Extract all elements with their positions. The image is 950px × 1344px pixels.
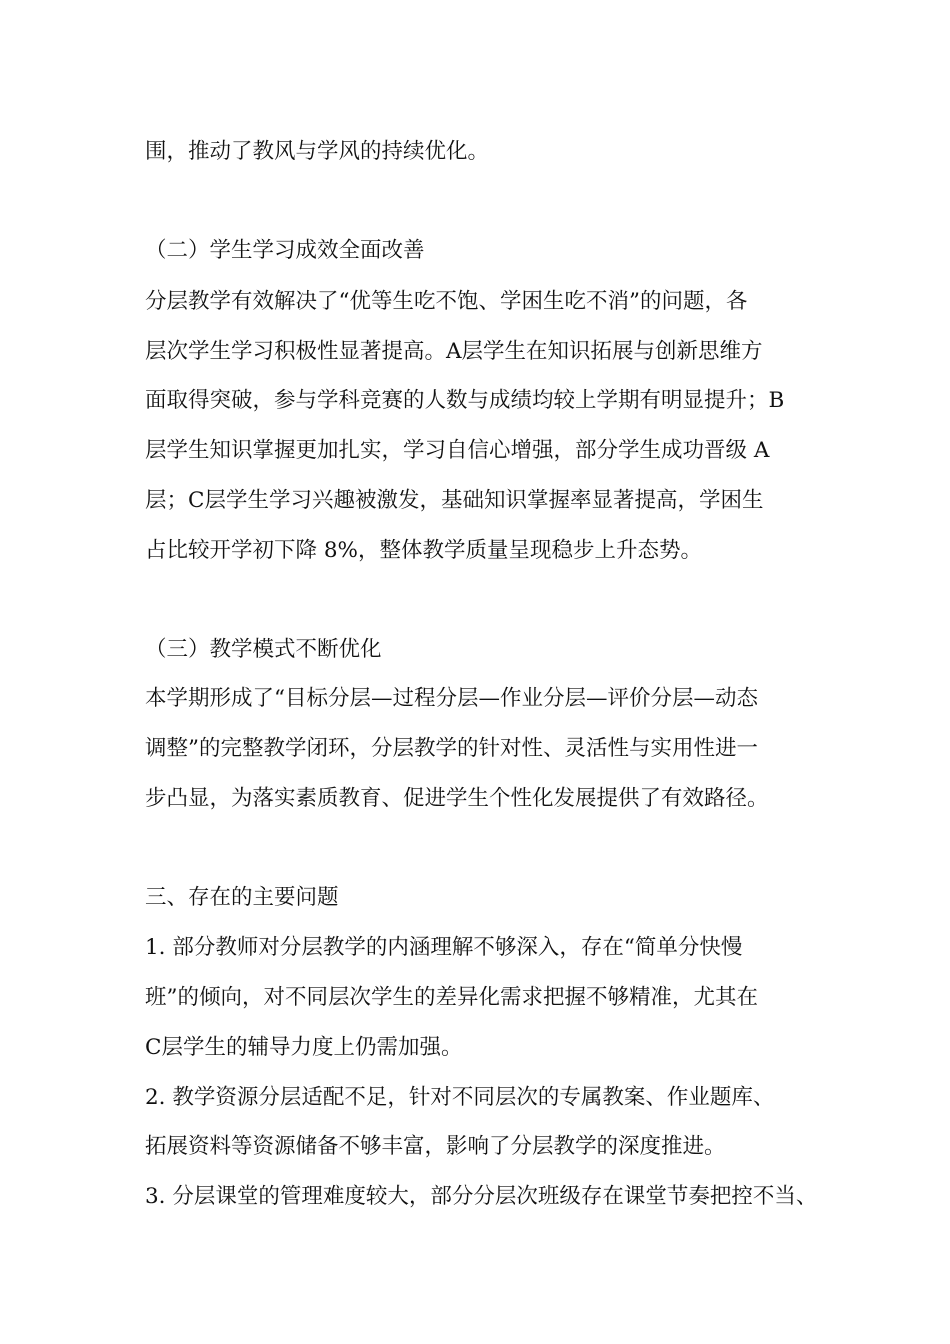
list-item-line: 1. 部分教师对分层教学的内涵理解不够深入，存在“简单分快慢 — [145, 935, 743, 960]
paragraph-line: 步凸显，为落实素质教育、促进学生个性化发展提供了有效路径。 — [145, 786, 769, 811]
list-item-line: 2. 教学资源分层适配不足，针对不同层次的专属教案、作业题库、 — [145, 1085, 775, 1110]
paragraph-line: 层；C层学生学习兴趣被激发，基础知识掌握率显著提高，学困生 — [145, 488, 764, 513]
paragraph-line: 占比较开学初下降 8%，整体教学质量呈现稳步上升态势。 — [145, 538, 702, 563]
paragraph-line: 调整”的完整教学闭环，分层教学的针对性、灵活性与实用性进一 — [145, 736, 758, 761]
list-item-line: 拓展资料等资源储备不够丰富，影响了分层教学的深度推进。 — [145, 1134, 726, 1159]
section-heading: （三）教学模式不断优化 — [145, 637, 382, 662]
paragraph-line: 分层教学有效解决了“优等生吃不饱、学困生吃不消”的问题，各 — [145, 289, 748, 314]
paragraph-line: 层学生知识掌握更加扎实，学习自信心增强，部分学生成功晋级 A — [145, 438, 770, 463]
section-heading: 三、存在的主要问题 — [145, 885, 339, 910]
paragraph-line: 面取得突破，参与学科竞赛的人数与成绩均较上学期有明显提升；B — [145, 388, 785, 413]
continuation-line: 围，推动了教风与学风的持续优化。 — [145, 139, 490, 164]
list-item-line: 班”的倾向，对不同层次学生的差异化需求把握不够精准，尤其在 — [145, 985, 758, 1010]
paragraph-line: 本学期形成了“目标分层—过程分层—作业分层—评价分层—动态 — [145, 686, 758, 711]
list-item-line: C层学生的辅导力度上仍需加强。 — [145, 1035, 463, 1060]
list-item-line: 3. 分层课堂的管理难度较大，部分分层次班级存在课堂节奏把控不当、 — [145, 1184, 818, 1209]
paragraph-line: 层次学生学习积极性显著提高。A层学生在知识拓展与创新思维方 — [145, 339, 763, 364]
section-heading: （二）学生学习成效全面改善 — [145, 238, 425, 263]
